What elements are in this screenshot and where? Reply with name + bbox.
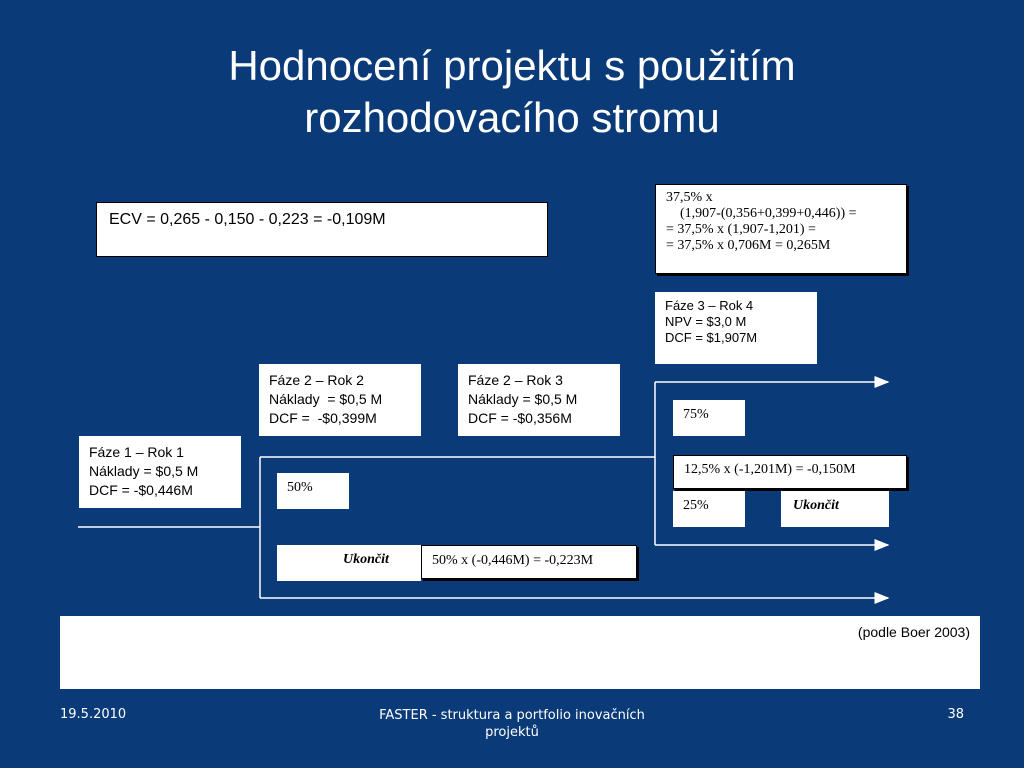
title-line-2: rozhodovacího stromu xyxy=(304,94,720,141)
phase1-line-3: DCF = -$0,446M xyxy=(89,482,193,498)
phase3-line-3: DCF = $1,907M xyxy=(665,330,758,345)
footer-date xyxy=(60,707,126,722)
footer-center-line-1: FASTER - struktura a portfolio inovačních xyxy=(379,708,645,723)
calc-bottom-box xyxy=(421,545,637,579)
stop-lower-label: Ukončit xyxy=(343,552,389,567)
ecv-text: ECV = 0,265 - 0,150 - 0,223 = -0,109M xyxy=(109,211,386,228)
calc-mid-box xyxy=(673,455,907,489)
source-text: (podle Boer 2003) xyxy=(857,624,970,640)
phase2b-line-3: DCF = -$0,356M xyxy=(468,410,572,426)
footer-page-text: 38 xyxy=(947,707,964,722)
calc-top-line-4: = 37,5% x 0,706M = 0,265M xyxy=(666,238,831,253)
probability-75 xyxy=(673,400,745,436)
phase2-rok2-box xyxy=(259,364,421,436)
phase3-line-1: Fáze 3 – Rok 4 xyxy=(665,298,754,313)
phase2-rok3-box xyxy=(458,364,620,436)
phase3-line-2: NPV = $3,0 M xyxy=(665,314,747,329)
calc-top-line-3: = 37,5% x (1,907-1,201) = xyxy=(666,222,816,237)
phase2a-line-2: Náklady = $0,5 M xyxy=(269,391,383,407)
phase1-box xyxy=(79,436,241,508)
stop-upper-label: Ukončit xyxy=(793,498,839,513)
phase2a-line-1: Fáze 2 – Rok 2 xyxy=(269,372,364,388)
prob-50-label: 50% xyxy=(287,480,313,495)
calc-bottom-text: 50% x (-0,446M) = -0,223M xyxy=(432,553,594,568)
footer-center xyxy=(312,707,712,741)
phase1-line-2: Náklady = $0,5 M xyxy=(89,463,199,479)
phase2b-line-2: Náklady = $0,5 M xyxy=(468,391,578,407)
prob-25-label: 25% xyxy=(683,498,709,513)
ecv-box xyxy=(96,202,548,257)
title-line-1: Hodnocení projektu s použitím xyxy=(228,42,796,89)
probability-50 xyxy=(277,473,349,509)
footer-date-text: 19.5.2010 xyxy=(60,707,127,722)
stop-box-lower xyxy=(277,545,421,581)
calc-top-box xyxy=(655,184,907,274)
phase1-line-1: Fáze 1 – Rok 1 xyxy=(89,444,184,460)
calc-mid-text: 12,5% x (-1,201M) = -0,150M xyxy=(684,462,856,477)
phase3-box xyxy=(655,292,817,364)
source-box xyxy=(60,616,980,689)
stop-box-upper xyxy=(781,491,889,527)
calc-top-line-2: (1,907-(0,356+0,399+0,446)) = xyxy=(666,206,857,221)
phase2b-line-1: Fáze 2 – Rok 3 xyxy=(468,372,563,388)
prob-75-label: 75% xyxy=(683,407,709,422)
phase2a-line-3: DCF = -$0,399M xyxy=(269,410,377,426)
footer-center-line-2: projektů xyxy=(485,725,539,740)
calc-top-line-1: 37,5% x xyxy=(666,190,713,205)
footer-page-number xyxy=(900,707,964,722)
probability-25 xyxy=(673,491,745,527)
